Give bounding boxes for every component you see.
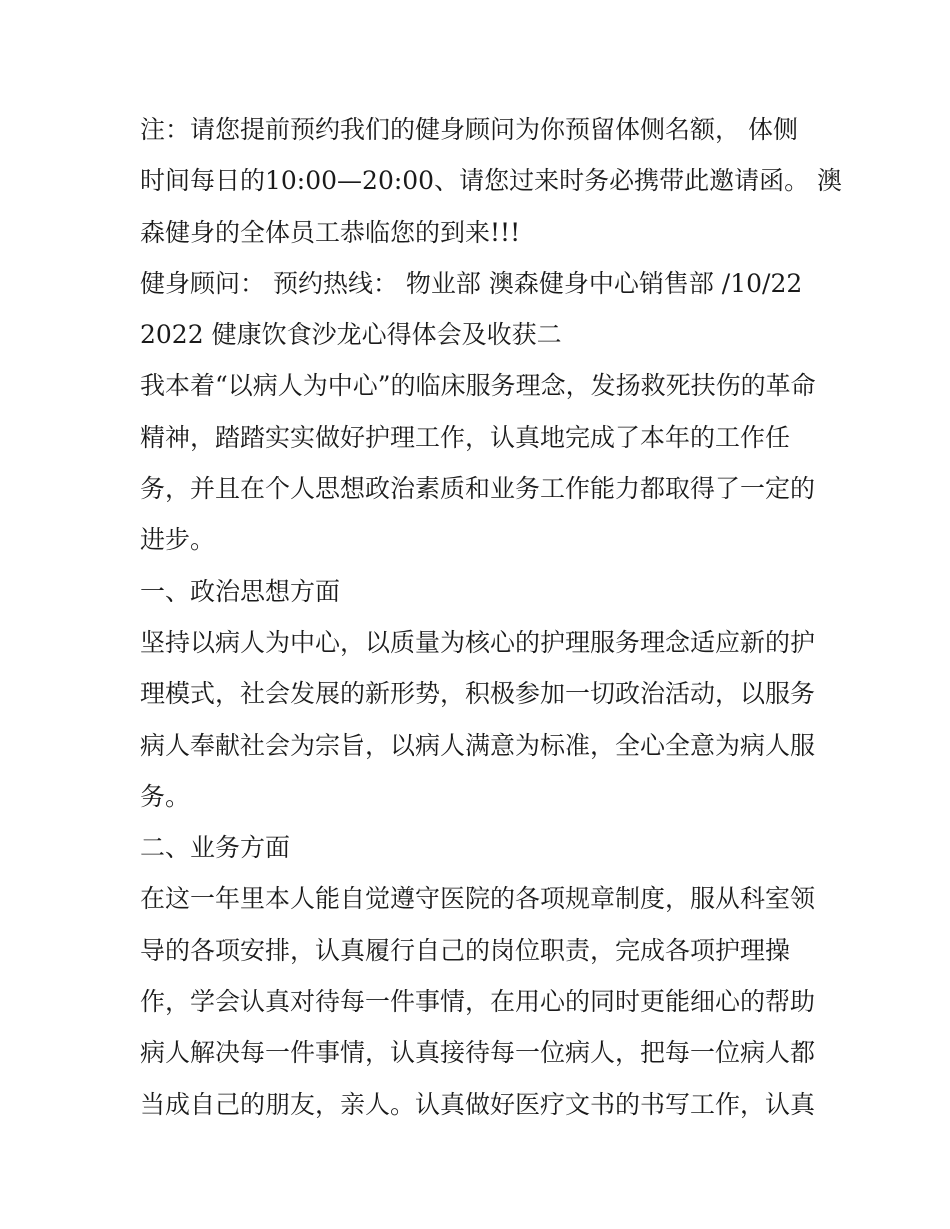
text-line: 病人解决每一件事情，认真接待每一位病人，把每一位病人都 — [140, 1038, 816, 1068]
section-heading: 一、政治思想方面 — [140, 576, 341, 606]
section-title: 2022 健康饮食沙龙心得体会及收获二 — [140, 320, 562, 350]
text-line: 注：请您提前预约我们的健身顾问为你预留体侧名额， 体侧 — [140, 115, 798, 144]
text-line: 森健身的全体员工恭临您的到来!!! — [140, 217, 521, 247]
section-heading: 二、业务方面 — [140, 833, 291, 863]
text-line: 坚持以病人为中心，以质量为核心的护理服务理念适应新的护 — [140, 627, 816, 657]
text-line: 务，并且在个人思想政治素质和业务工作能力都取得了一定的 — [140, 474, 816, 504]
text-line: 病人奉献社会为宗旨，以病人满意为标准，全心全意为病人服 — [140, 730, 816, 760]
text-line: 时间每日的10:00—20:00、请您过来时务必携带此邀请函。 澳 — [140, 166, 843, 196]
text-line: 精神，踏踏实实做好护理工作，认真地完成了本年的工作任 — [140, 422, 791, 452]
text-line: 健身顾问： 预约热线： 物业部 澳森健身中心销售部 /10/22 — [140, 268, 803, 298]
text-line: 作，学会认真对待每一件事情，在用心的同时更能细心的帮助 — [140, 987, 816, 1017]
text-line: 我本着“以病人为中心”的临床服务理念，发扬救死扶伤的革命 — [140, 371, 816, 401]
text-line: 在这一年里本人能自觉遵守医院的各项规章制度，服从科室领 — [140, 884, 816, 914]
text-line: 导的各项安排，认真履行自己的岗位职责，完成各项护理操 — [140, 935, 791, 965]
text-line: 务。 — [140, 781, 191, 811]
text-line: 当成自己的朋友，亲人。认真做好医疗文书的书写工作，认真 — [140, 1089, 816, 1119]
text-line: 进步。 — [140, 525, 216, 555]
text-line: 理模式，社会发展的新形势，积极参加一切政治活动，以服务 — [140, 679, 816, 709]
document-body — [140, 104, 843, 1130]
